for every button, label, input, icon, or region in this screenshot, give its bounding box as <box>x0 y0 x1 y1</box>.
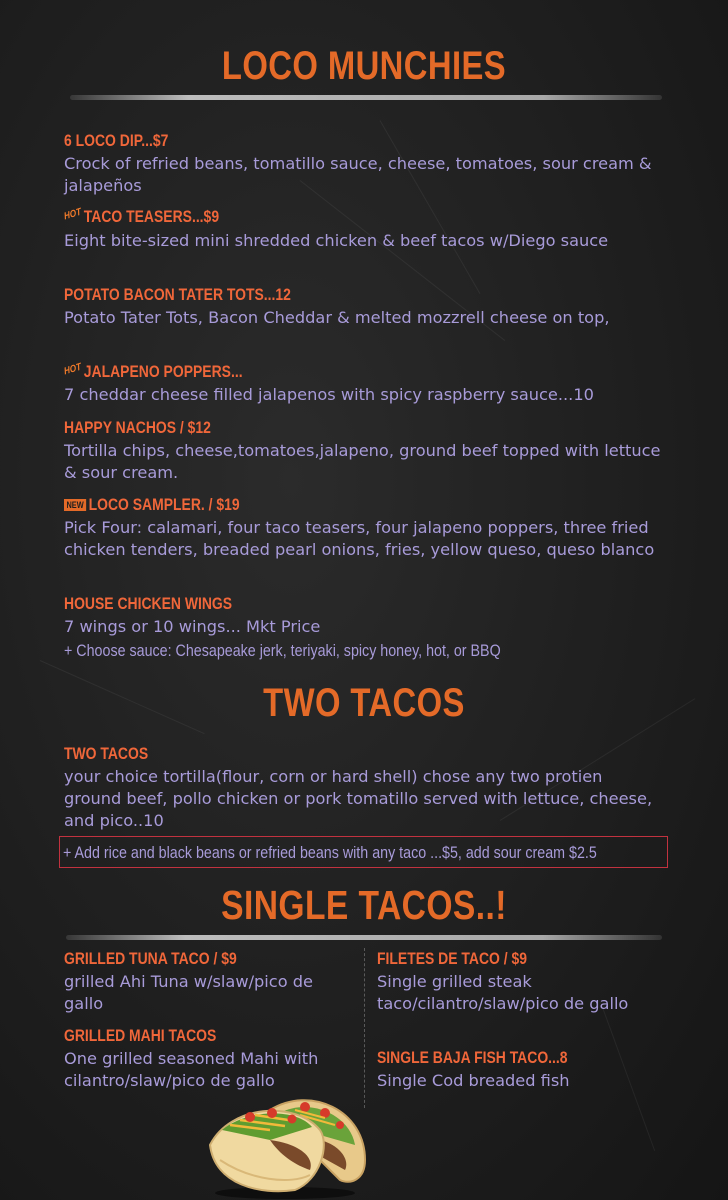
menu-item-description: your choice tortilla(flour, corn or hard shell) chose any two protien ground beef, pollo chicken or pork tomatillo served with lettuce, cheese, and pico..10 <box>64 767 653 830</box>
column-divider <box>364 948 365 1108</box>
menu-item-description: grilled Ahi Tuna w/slaw/pico de gallo <box>64 972 313 1013</box>
hot-badge-icon: HOT <box>63 361 83 378</box>
menu-item-description: 7 cheddar cheese filled jalapenos with spicy raspberry sauce...10 <box>64 385 594 404</box>
menu-item-title: POTATO BACON TATER TOTS...12 <box>64 285 291 304</box>
menu-item-title-row <box>64 207 219 227</box>
menu-item-description: Crock of refried beans, tomatillo sauce, cheese, tomatoes, sour cream & jalapeños <box>64 154 652 195</box>
section-heading-two-tacos: TWO TACOS <box>263 681 465 725</box>
menu-item-title: LOCO SAMPLER. / $19 <box>88 495 240 514</box>
menu-item-title: FILETES DE TACO / $9 <box>377 949 528 968</box>
addon-note: + Add rice and black beans or refried beans with any taco ...$5, add sour cream $2.5 <box>63 843 597 862</box>
menu-item-description: One grilled seasoned Mahi with cilantro/slaw/pico de gallo <box>64 1049 319 1090</box>
hot-badge-icon: HOT <box>63 206 83 223</box>
heading-underline <box>66 935 662 940</box>
menu-item-description: Eight bite-sized mini shredded chicken & beef tacos w/Diego sauce <box>64 231 609 250</box>
menu-item-description: Potato Tater Tots, Bacon Cheddar & melted mozzrell cheese on top, <box>64 308 610 327</box>
menu-item-title: SINGLE BAJA FISH TACO...8 <box>377 1048 568 1067</box>
menu-item-description: Tortilla chips, cheese,tomatoes,jalapeno, ground beef topped with lettuce & sour cream. <box>64 441 661 482</box>
section-heading-single-tacos: SINGLE TACOS..! <box>221 882 507 928</box>
menu-item-title: HOUSE CHICKEN WINGS <box>64 594 233 613</box>
menu-item-title: TWO TACOS <box>64 744 149 763</box>
menu-item-title: 6 LOCO DIP...$7 <box>64 131 169 150</box>
menu-item-title: GRILLED MAHI TACOS <box>64 1026 217 1045</box>
menu-item-title: TACO TEASERS...$9 <box>83 207 220 226</box>
taco-illustration <box>200 1085 375 1200</box>
new-badge-icon: NEW <box>64 499 86 511</box>
menu-item-title: HAPPY NACHOS / $12 <box>64 418 211 437</box>
section-heading-munchies: LOCO MUNCHIES <box>221 44 507 88</box>
menu-item-description: 7 wings or 10 wings... Mkt Price <box>64 617 321 636</box>
menu-item-description: Single grilled steak taco/cilantro/slaw/pico de gallo <box>377 972 629 1013</box>
menu-item-title-row <box>64 495 240 515</box>
sauce-note: + Choose sauce: Chesapeake jerk, teriyaki, spicy honey, hot, or BBQ <box>64 641 501 660</box>
menu-item-title-row <box>64 362 243 382</box>
menu-item-description: Single Cod breaded fish <box>377 1071 570 1090</box>
menu-item-title: JALAPENO POPPERS... <box>83 362 243 381</box>
menu-item-description: Pick Four: calamari, four taco teasers, four jalapeno poppers, three fried chicken tenders, breaded pearl onions, fries, yellow queso, queso blanco <box>64 518 655 559</box>
menu-item-title: GRILLED TUNA TACO / $9 <box>64 949 237 968</box>
heading-underline <box>70 95 662 100</box>
